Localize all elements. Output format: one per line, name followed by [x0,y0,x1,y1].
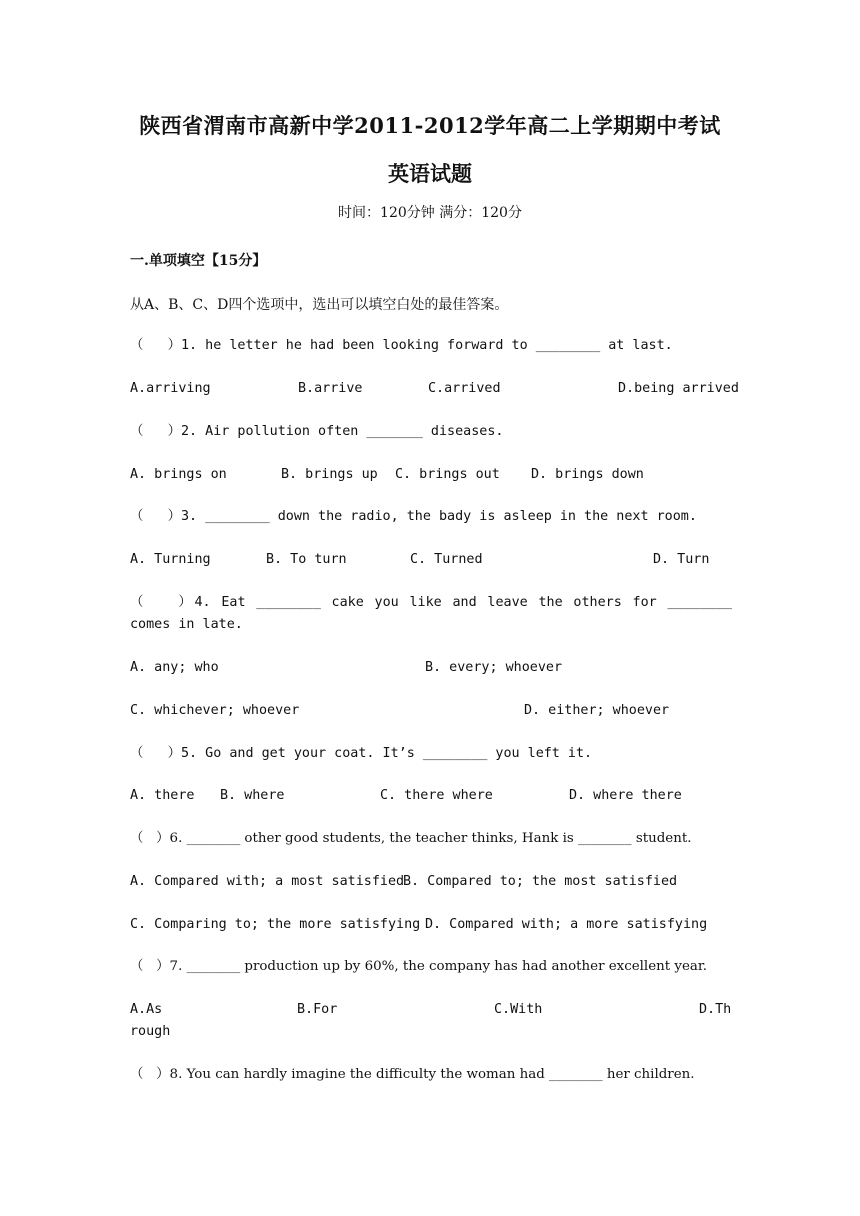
question-7-option-d-continuation: rough [130,1024,171,1039]
document-subtitle: 英语试题 [388,161,472,186]
question-2-option-d: D. brings down [531,467,644,482]
question-3-option-c: C. Turned [410,552,483,567]
question-6-stem: （ ）6. ________ other good students, the teacher thinks, Hank is ________ student. [130,831,692,846]
question-4-option-c: C. whichever; whoever [130,703,300,718]
question-5-option-c: C. there where [380,788,493,803]
question-2-option-c: C. brings out [395,467,500,482]
question-5-option-b: B. where [220,788,285,803]
question-1-stem: （ ）1. he letter he had been looking forward to ________ at last. [130,338,673,353]
question-4-option-d: D. either; whoever [524,703,670,718]
question-3-option-b: B. To turn [266,552,347,567]
question-2-option-b: B. brings up [281,467,378,482]
exam-meta: 时间：120分钟 满分：120分 [338,205,522,221]
question-1-option-b: B.arrive [298,381,363,396]
question-5-option-d: D. where there [569,788,682,803]
question-8-stem: （ ）8. You can hardly imagine the difficulty the woman had ________ her children. [130,1067,695,1082]
question-4-option-b: B. every; whoever [425,660,563,675]
section-heading: 一.单项填空【15分】 [130,253,267,269]
question-7-option-a: A.As [130,1002,163,1017]
question-2-stem: （ ）2. Air pollution often _______ diseases. [130,424,504,439]
question-5-stem: （ ）5. Go and get your coat. It’s ________ you left it. [130,746,593,761]
question-4-stem: （ ）4. Eat ________ cake you like and leave the others for ________ comes in late. [130,595,741,632]
question-7-option-c: C.With [494,1002,543,1017]
question-6-option-d: D. Compared with; a more satisfying [425,917,708,932]
question-3-stem: （ ）3. ________ down the radio, the bady is asleep in the next room. [130,509,697,524]
question-1-option-d: D.being arrived [618,381,739,396]
question-7-option-d: D.Th [699,1002,732,1017]
document-title: 陕西省渭南市高新中学2011-2012学年高二上学期期中考试 [139,113,721,138]
question-4-option-a: A. any; who [130,660,219,675]
question-1-option-c: C.arrived [428,381,501,396]
question-6-option-b: B. Compared to; the most satisfied [403,874,678,889]
question-3-option-a: A. Turning [130,552,211,567]
question-6-option-c: C. Comparing to; the more satisfying [130,917,421,932]
section-instruction: 从A、B、C、D四个选项中，选出可以填空白处的最佳答案。 [130,297,509,313]
question-7-stem: （ ）7. ________ production up by 60%, the company has had another excellent year. [130,959,708,974]
question-2-option-a: A. brings on [130,467,227,482]
question-6-option-a: A. Compared with; a most satisfied [130,874,405,889]
question-5-option-a: A. there [130,788,195,803]
question-7-option-b: B.For [297,1002,338,1017]
question-1-option-a: A.arriving [130,381,211,396]
question-3-option-d: D. Turn [653,552,710,567]
